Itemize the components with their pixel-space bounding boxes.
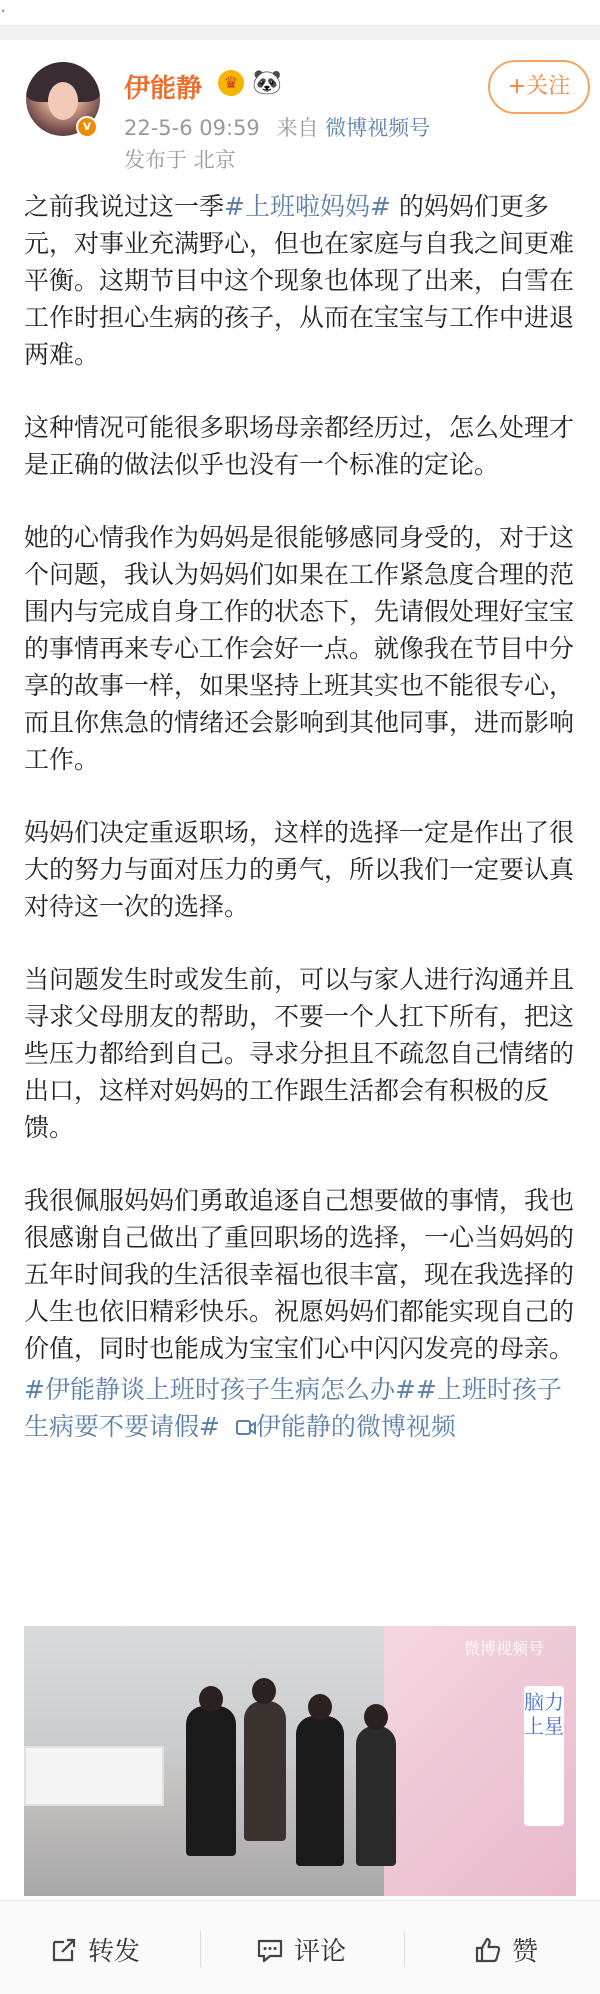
video-icon — [236, 1419, 256, 1437]
paragraph-3: 她的心情我作为妈妈是很能够感同身受的，对于这个问题，我认为妈妈们如果在工作紧急度合理的范围内与完成自身工作的状态下，先请假处理好宝宝的事情再来专心工作会好一点。就像我在节目中分享的故事一样，如果坚持上班其实也不能很专心，而且你焦急的情绪还会影响到其他同事，进而影响工作。 — [24, 523, 575, 774]
paragraph-2: 这种情况可能很多职场母亲都经历过，怎么处理才是正确的做法似乎也没有一个标准的定论。 — [24, 413, 575, 479]
video-player[interactable] — [24, 1626, 576, 1896]
timestamp: 22-5-6 09:59 — [124, 116, 260, 140]
post-header — [0, 40, 600, 180]
from-label: 来自 — [276, 116, 319, 140]
panda-icon: 🐼 — [252, 68, 282, 96]
hashtags-link[interactable]: #伊能静谈上班时孩子生病怎么办##上班时孩子生病要不要请假# — [24, 1375, 562, 1441]
video-watermark: 微博视频号 — [464, 1639, 545, 1658]
video-head-1 — [199, 1686, 223, 1712]
video-link[interactable] — [236, 1412, 456, 1441]
video-sign: 脑力上星 — [524, 1686, 564, 1826]
paragraph-5: 当问题发生时或发生前，可以与家人进行沟通并且寻求父母朋友的帮助，不要一个人扛下所有，把这些压力都给到自己。寻求分担且不疏忽自己情绪的出口，这样对妈妈的工作跟生活都会有积极的反馈。 — [24, 965, 575, 1142]
video-person-4 — [356, 1726, 396, 1866]
action-divider-2 — [404, 1931, 405, 1967]
video-person-1 — [186, 1706, 236, 1856]
comment-button[interactable] — [256, 1931, 346, 1968]
video-person-2 — [244, 1701, 286, 1841]
source-link[interactable]: 微博视频号 — [325, 116, 431, 140]
post-body — [24, 188, 580, 1445]
video-head-3 — [308, 1694, 332, 1720]
location: 发布于 北京 — [124, 148, 236, 172]
video-head-4 — [364, 1704, 388, 1730]
author-name[interactable]: 伊能静 — [124, 74, 203, 104]
menu-dots: . — [0, 0, 7, 17]
hashtag-link[interactable]: #上班啦妈妈# — [224, 192, 391, 221]
repost-icon — [50, 1936, 78, 1964]
status-bar — [0, 0, 600, 26]
comment-label: 评论 — [294, 1937, 347, 1967]
avatar-face — [48, 82, 78, 120]
crown-icon: ♛ — [218, 70, 244, 96]
video-person-3 — [296, 1716, 344, 1866]
paragraph-1-start: 之前我说过这一季 — [24, 192, 225, 221]
comment-icon — [256, 1936, 284, 1964]
thumbs-up-icon — [474, 1936, 502, 1964]
paragraph-1-end: 的妈妈们更多元，对事业充满野心，但也在家庭与自我之间更难平衡。这期节目中这个现象也体现了出来，白雪在工作时担心生病的孩子，从而在宝宝与工作中进退两难。 — [24, 192, 575, 369]
verified-badge-icon: v — [76, 116, 98, 138]
like-label: 赞 — [512, 1937, 539, 1967]
repost-label: 转发 — [88, 1937, 141, 1967]
video-link-label: 伊能静的微博视频 — [255, 1412, 456, 1441]
hashtag-line — [24, 1371, 580, 1445]
post-meta — [124, 112, 430, 142]
video-head-2 — [252, 1678, 276, 1704]
follow-button[interactable]: +关注 — [488, 60, 590, 114]
paragraph-1 — [24, 188, 580, 373]
action-bar — [0, 1900, 600, 1994]
repost-button[interactable] — [50, 1931, 140, 1968]
paragraph-4: 妈妈们决定重返职场，这样的选择一定是作出了很大的努力与面对压力的勇气，所以我们一定要认真对待这一次的选择。 — [24, 818, 575, 921]
video-desk — [24, 1746, 164, 1806]
action-divider-1 — [200, 1931, 201, 1967]
separator-band — [0, 26, 600, 40]
paragraph-6: 我很佩服妈妈们勇敢追逐自己想要做的事情，我也很感谢自己做出了重回职场的选择，一心当妈妈的五年时间我的生活很幸福也很丰富，现在我选择的人生也依旧精彩快乐。祝愿妈妈们都能实现自己的价值，同时也能成为宝宝们心中闪闪发亮的母亲。 — [24, 1186, 575, 1363]
like-button[interactable] — [474, 1931, 538, 1968]
